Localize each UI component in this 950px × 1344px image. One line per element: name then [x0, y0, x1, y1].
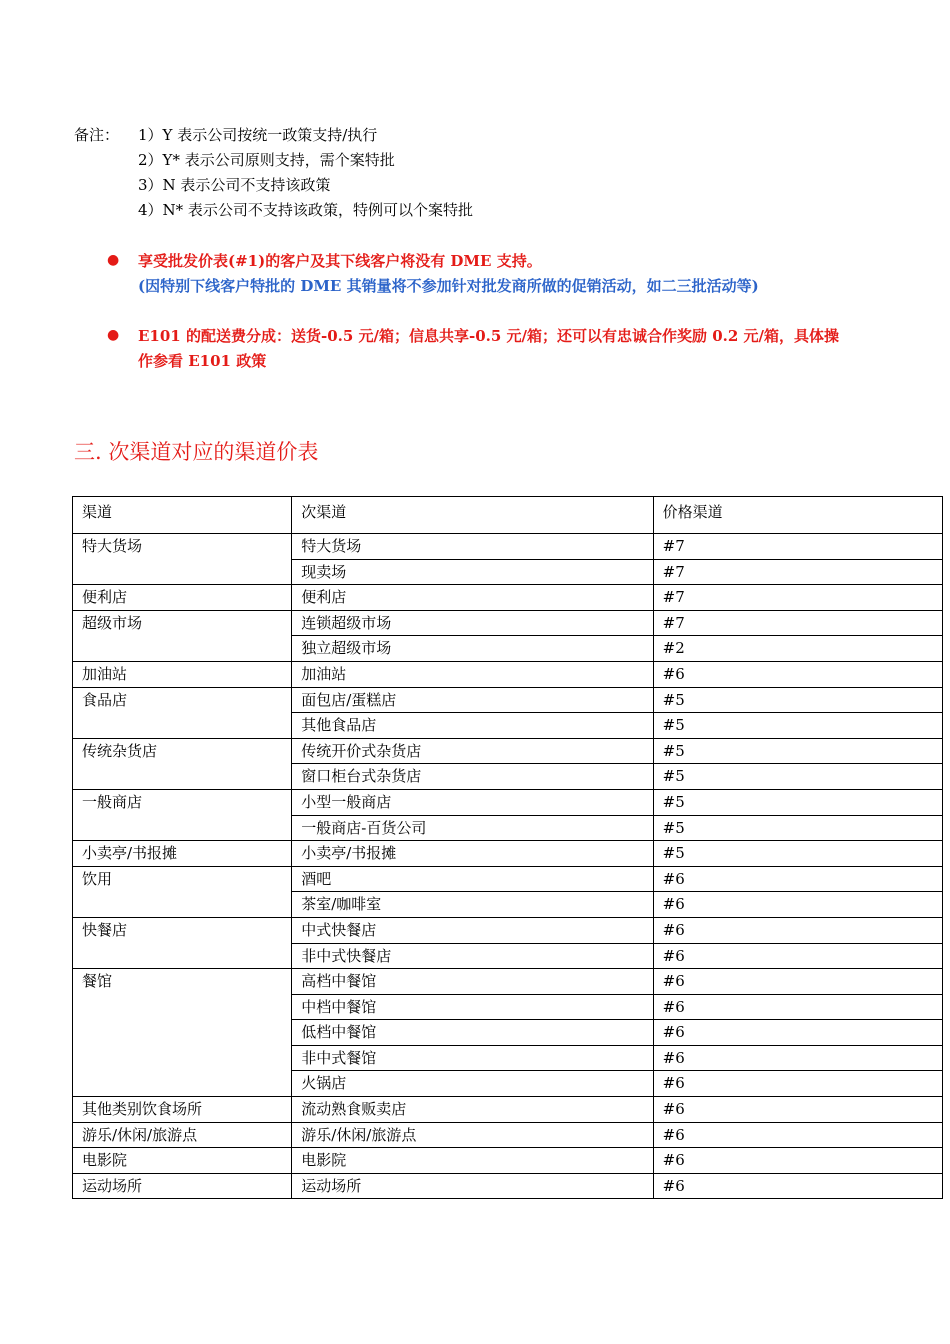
price-channel-cell: #5 — [653, 841, 942, 867]
channel-cell: 食品店 — [73, 687, 292, 738]
table-row — [73, 1097, 943, 1123]
price-channel-cell: #7 — [653, 610, 942, 636]
channel-cell: 超级市场 — [73, 610, 292, 661]
sub-channel-cell: 非中式快餐店 — [292, 943, 653, 969]
header-price-channel: 价格渠道 — [653, 497, 942, 534]
channel-cell: 加油站 — [73, 661, 292, 687]
sub-channel-cell: 酒吧 — [292, 866, 653, 892]
sub-channel-cell: 小卖亭/书报摊 — [292, 841, 653, 867]
bullet-2-line-2: 作参看 E101 政策 — [138, 352, 267, 370]
channel-cell: 餐馆 — [73, 969, 292, 1097]
price-channel-cell: #6 — [653, 1071, 942, 1097]
table-row — [73, 687, 943, 713]
table-row — [73, 789, 943, 815]
sub-channel-cell: 便利店 — [292, 585, 653, 611]
channel-cell: 一般商店 — [73, 789, 292, 840]
price-channel-cell: #7 — [653, 559, 942, 585]
header-channel: 渠道 — [73, 497, 292, 534]
sub-channel-cell: 火锅店 — [292, 1071, 653, 1097]
channel-cell: 游乐/休闲/旅游点 — [73, 1122, 292, 1148]
channel-cell: 快餐店 — [73, 917, 292, 968]
price-channel-cell: #7 — [653, 534, 942, 560]
table-header-row — [73, 497, 943, 534]
price-channel-cell: #5 — [653, 789, 942, 815]
sub-channel-cell: 低档中餐馆 — [292, 1020, 653, 1046]
channel-cell: 特大货场 — [73, 534, 292, 585]
table-row — [73, 610, 943, 636]
price-channel-cell: #2 — [653, 636, 942, 662]
sub-channel-cell: 中式快餐店 — [292, 917, 653, 943]
header-sub-channel: 次渠道 — [292, 497, 653, 534]
sub-channel-cell: 现卖场 — [292, 559, 653, 585]
price-channel-cell: #6 — [653, 1020, 942, 1046]
table-row — [73, 917, 943, 943]
table-row — [73, 1173, 943, 1199]
bullet-dot-icon: ● — [107, 252, 120, 268]
sub-channel-cell: 其他食品店 — [292, 713, 653, 739]
sub-channel-cell: 传统开价式杂货店 — [292, 738, 653, 764]
price-channel-cell: #6 — [653, 1097, 942, 1123]
sub-channel-cell: 面包店/蛋糕店 — [292, 687, 653, 713]
price-channel-cell: #6 — [653, 661, 942, 687]
channel-price-table — [72, 496, 943, 1199]
channel-cell: 便利店 — [73, 585, 292, 611]
sub-channel-cell: 特大货场 — [292, 534, 653, 560]
sub-channel-cell: 小型一般商店 — [292, 789, 653, 815]
price-channel-cell: #6 — [653, 994, 942, 1020]
table-row — [73, 585, 943, 611]
sub-channel-cell: 窗口柜台式杂货店 — [292, 764, 653, 790]
price-channel-cell: #6 — [653, 1173, 942, 1199]
price-channel-cell: #5 — [653, 713, 942, 739]
channel-cell: 饮用 — [73, 866, 292, 917]
price-channel-cell: #5 — [653, 687, 942, 713]
sub-channel-cell: 茶室/咖啡室 — [292, 892, 653, 918]
price-channel-cell: #6 — [653, 1045, 942, 1071]
table-row — [73, 738, 943, 764]
price-channel-cell: #5 — [653, 815, 942, 841]
table-row — [73, 866, 943, 892]
price-channel-cell: #6 — [653, 917, 942, 943]
table-row — [73, 1148, 943, 1174]
sub-channel-cell: 流动熟食贩卖店 — [292, 1097, 653, 1123]
price-channel-cell: #6 — [653, 866, 942, 892]
price-channel-cell: #6 — [653, 969, 942, 995]
sub-channel-cell: 加油站 — [292, 661, 653, 687]
sub-channel-cell: 中档中餐馆 — [292, 994, 653, 1020]
note-item: 3）N 表示公司不支持该政策 — [138, 176, 331, 194]
sub-channel-cell: 非中式餐馆 — [292, 1045, 653, 1071]
table-row — [73, 841, 943, 867]
sub-channel-cell: 连锁超级市场 — [292, 610, 653, 636]
sub-channel-cell: 一般商店-百货公司 — [292, 815, 653, 841]
bullet-1-line-1: 享受批发价表(#1)的客户及其下线客户将没有 DME 支持。 — [138, 252, 542, 270]
section-heading: 三. 次渠道对应的渠道价表 — [74, 440, 319, 464]
table-row — [73, 534, 943, 560]
bullet-1-line-2: (因特别下线客户特批的 DME 其销量将不参加针对批发商所做的促销活动，如二三批活动等) — [138, 277, 759, 295]
channel-cell: 传统杂货店 — [73, 738, 292, 789]
price-channel-cell: #6 — [653, 1122, 942, 1148]
sub-channel-cell: 电影院 — [292, 1148, 653, 1174]
price-channel-cell: #5 — [653, 764, 942, 790]
price-channel-cell: #7 — [653, 585, 942, 611]
note-item: 4）N* 表示公司不支持该政策，特例可以个案特批 — [138, 201, 473, 219]
note-item: 1）Y 表示公司按统一政策支持/执行 — [138, 126, 378, 144]
sub-channel-cell: 游乐/休闲/旅游点 — [292, 1122, 653, 1148]
price-channel-cell: #6 — [653, 892, 942, 918]
sub-channel-cell: 独立超级市场 — [292, 636, 653, 662]
table-row — [73, 661, 943, 687]
price-channel-cell: #6 — [653, 1148, 942, 1174]
note-item: 2）Y* 表示公司原则支持，需个案特批 — [138, 151, 395, 169]
channel-cell: 电影院 — [73, 1148, 292, 1174]
channel-cell: 小卖亭/书报摊 — [73, 841, 292, 867]
price-channel-cell: #5 — [653, 738, 942, 764]
bullet-dot-icon: ● — [107, 327, 120, 343]
sub-channel-cell: 高档中餐馆 — [292, 969, 653, 995]
table-row — [73, 1122, 943, 1148]
channel-cell: 其他类别饮食场所 — [73, 1097, 292, 1123]
channel-cell: 运动场所 — [73, 1173, 292, 1199]
price-channel-cell: #6 — [653, 943, 942, 969]
bullet-2-line-1: E101 的配送费分成：送货-0.5 元/箱；信息共享-0.5 元/箱；还可以有忠诚合作奖励 0.2 元/箱，具体操 — [138, 327, 840, 345]
sub-channel-cell: 运动场所 — [292, 1173, 653, 1199]
table-row — [73, 969, 943, 995]
notes-label: 备注： — [74, 126, 120, 144]
